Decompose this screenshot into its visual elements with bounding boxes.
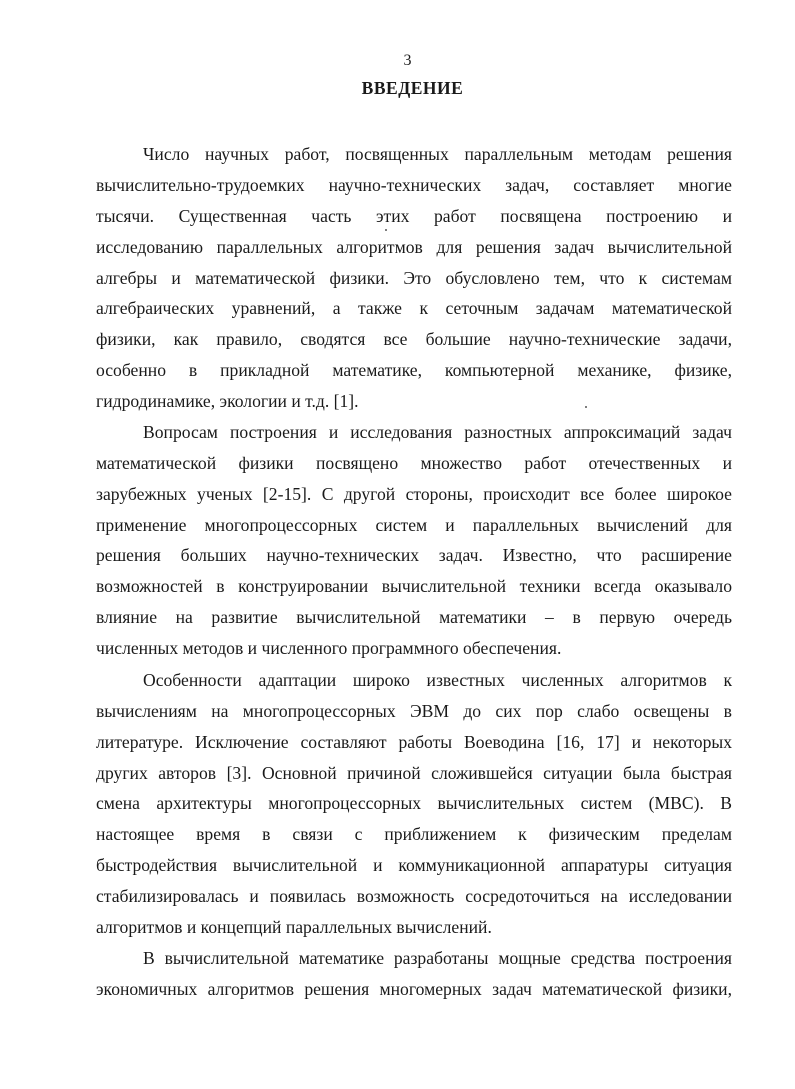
text-line: алгоритмов и концепций параллельных вычислений.: [96, 917, 492, 937]
text-line: В вычислительной математике разработаны мощные средства построения: [143, 948, 732, 968]
text-line: особенно в прикладной математике, компьютерной механике, физике,: [96, 360, 732, 380]
text-line: влияние на развитие вычислительной математики – в первую очередь: [96, 607, 732, 627]
text-line: физики, как правило, сводятся все большие научно-технические задачи,: [96, 329, 732, 349]
text-line: быстродействия вычислительной и коммуникационной аппаратуры ситуация: [96, 855, 732, 875]
text-line: Вопросам построения и исследования разностных аппроксимаций задач: [143, 422, 732, 442]
text-line: алгебры и математической физики. Это обусловлено тем, что к системам: [96, 268, 732, 288]
text-line: применение многопроцессорных систем и параллельных вычислений для: [96, 515, 732, 535]
text-line: смена архитектуры многопроцессорных вычислительных систем (МВС). В: [96, 793, 732, 813]
scan-speck: [385, 229, 387, 231]
text-line: Особенности адаптации широко известных численных алгоритмов к: [143, 670, 732, 690]
text-line: литературе. Исключение составляют работы Воеводина [16, 17] и некоторых: [96, 732, 732, 752]
text-line: настоящее время в связи с приближением к физическим пределам: [96, 824, 732, 844]
text-line: алгебраических уравнений, а также к сеточным задачам математической: [96, 298, 732, 318]
text-line: зарубежных ученых [2-15]. С другой стороны, происходит все более широкое: [96, 484, 732, 504]
section-heading: ВВЕДЕНИЕ: [361, 78, 464, 98]
text-line: численных методов и численного программного обеспечения.: [96, 638, 562, 658]
text-line: стабилизировалась и появилась возможность сосредоточиться на исследовании: [96, 886, 732, 906]
text-line: тысячи. Существенная часть этих работ посвящена построению и: [96, 206, 732, 226]
text-line: других авторов [3]. Основной причиной сложившейся ситуации была быстрая: [96, 763, 732, 783]
page-number: 3: [403, 52, 412, 69]
text-line: исследованию параллельных алгоритмов для решения задач вычислительной: [96, 237, 732, 257]
text-line: решения больших научно-технических задач. Известно, что расширение: [96, 545, 732, 565]
text-line: Число научных работ, посвященных параллельным методам решения: [143, 144, 732, 164]
text-line: математической физики посвящено множество работ отечественных и: [96, 453, 732, 473]
text-line: экономичных алгоритмов решения многомерных задач математической физики,: [96, 979, 732, 999]
text-line: вычислениям на многопроцессорных ЭВМ до сих пор слабо освещены в: [96, 701, 732, 721]
text-line: вычислительно-трудоемких научно-технических задач, составляет многие: [96, 175, 732, 195]
text-line: гидродинамике, экологии и т.д. [1].: [96, 391, 359, 411]
scan-speck: [585, 406, 587, 408]
text-line: возможностей в конструировании вычислительной техники всегда оказывало: [96, 576, 732, 596]
